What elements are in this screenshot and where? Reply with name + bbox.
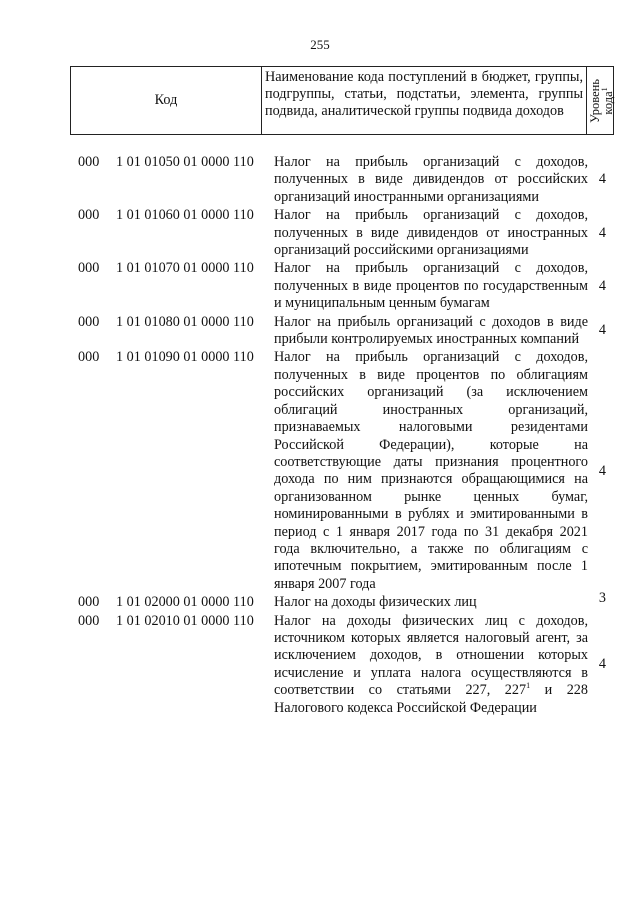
- header-level-footnote: 1: [599, 86, 609, 91]
- income-name: Налог на прибыль организаций с доходов, полученных в виде дивидендов от иностранных организаций российскими организациями: [274, 207, 588, 259]
- table-row: [78, 154, 608, 206]
- page-number: 255: [310, 37, 330, 52]
- code-level-value: 4: [598, 656, 606, 673]
- code-level-value: 3: [598, 590, 606, 607]
- income-name: Налог на прибыль организаций с доходов в виде прибыли контролируемых иностранных компаний: [274, 313, 588, 348]
- header-code-cell: [71, 67, 262, 134]
- admin-code: 000: [78, 594, 100, 611]
- code-level-value: 4: [598, 322, 606, 339]
- table-body: [78, 154, 608, 718]
- table-row: [78, 314, 608, 349]
- table-row: [78, 207, 608, 259]
- income-code: 1 01 01070 01 0000 110: [116, 260, 254, 277]
- admin-code: 000: [78, 612, 100, 629]
- header-level-cell: [586, 67, 616, 134]
- table-row: [78, 590, 608, 611]
- income-name: Налог на прибыль организаций с доходов, полученных в виде процентов по государственным и муниципальным ценным бумагам: [274, 260, 588, 312]
- code-level: [588, 613, 608, 717]
- header-name-label: Наименование кода поступлений в бюджет, группы, подгруппы, статьи, подстатьи, элемента, группы подвида, аналитической группы подвида доходов: [265, 69, 583, 119]
- code-level-value: 4: [598, 224, 606, 241]
- admin-code: 000: [78, 349, 100, 366]
- table-row: [78, 349, 608, 593]
- table-row: [78, 260, 608, 312]
- footnote-marker: 1: [526, 681, 531, 691]
- code-level-value: 4: [598, 171, 606, 188]
- income-name: Налог на прибыль организаций с доходов, полученных в виде дивидендов от российских организаций иностранными организациями: [274, 154, 588, 205]
- code-level: [588, 314, 608, 349]
- admin-code: 000: [78, 260, 100, 277]
- income-code: 1 01 02010 01 0000 110: [116, 612, 254, 629]
- income-code: 1 01 01060 01 0000 110: [116, 207, 254, 224]
- code-level: [588, 207, 608, 259]
- code-level-value: 4: [598, 277, 606, 294]
- income-name: Налог на доходы физических лиц: [274, 594, 477, 611]
- admin-code: 000: [78, 207, 100, 224]
- header-level-line2: кода: [600, 90, 615, 115]
- code-level: [588, 260, 608, 312]
- header-code-label: Код: [154, 91, 178, 108]
- income-code: 1 01 01050 01 0000 110: [116, 154, 254, 170]
- header-level-line1: Уровень: [587, 78, 602, 123]
- income-code: 1 01 01080 01 0000 110: [116, 313, 254, 330]
- code-level: [588, 154, 608, 206]
- income-name: [274, 613, 588, 717]
- income-name-part: и 228 Налогового кодекса Российской Федерации: [274, 682, 588, 716]
- table-row: [78, 613, 608, 717]
- code-level-value: 4: [598, 462, 606, 479]
- table-header: [70, 66, 614, 135]
- income-name: Налог на прибыль организаций с доходов, полученных в виде процентов по облигациям российских организаций (за исключением облигаций иностранных организаций, признаваемых налоговыми резидентами Российской Федерации), которые на соответствующие даты признания процентного дохода по ним признаются обращающимися на организованном рынке ценных бумаг, номинированными в рублях и эмитированными в период с 1 января 2017 года по 31 декабря 2021 года включительно, а также по облигациям с ипотечным покрытием, эмитированным после 1 января 2007 года: [274, 349, 588, 592]
- admin-code: 000: [78, 154, 100, 170]
- income-code: 1 01 01090 01 0000 110: [116, 349, 254, 366]
- income-name-part: Налог на доходы физических лиц с доходов, источником которых является налоговый агент, за исключением доходов, в отношении которых исчисление и уплата налога осуществляются в соответствии со статьями 227, 227: [274, 612, 588, 699]
- code-level: [588, 349, 608, 593]
- code-level: [588, 590, 608, 611]
- income-code: 1 01 02000 01 0000 110: [116, 594, 254, 611]
- header-level-label: [589, 78, 615, 122]
- admin-code: 000: [78, 313, 100, 330]
